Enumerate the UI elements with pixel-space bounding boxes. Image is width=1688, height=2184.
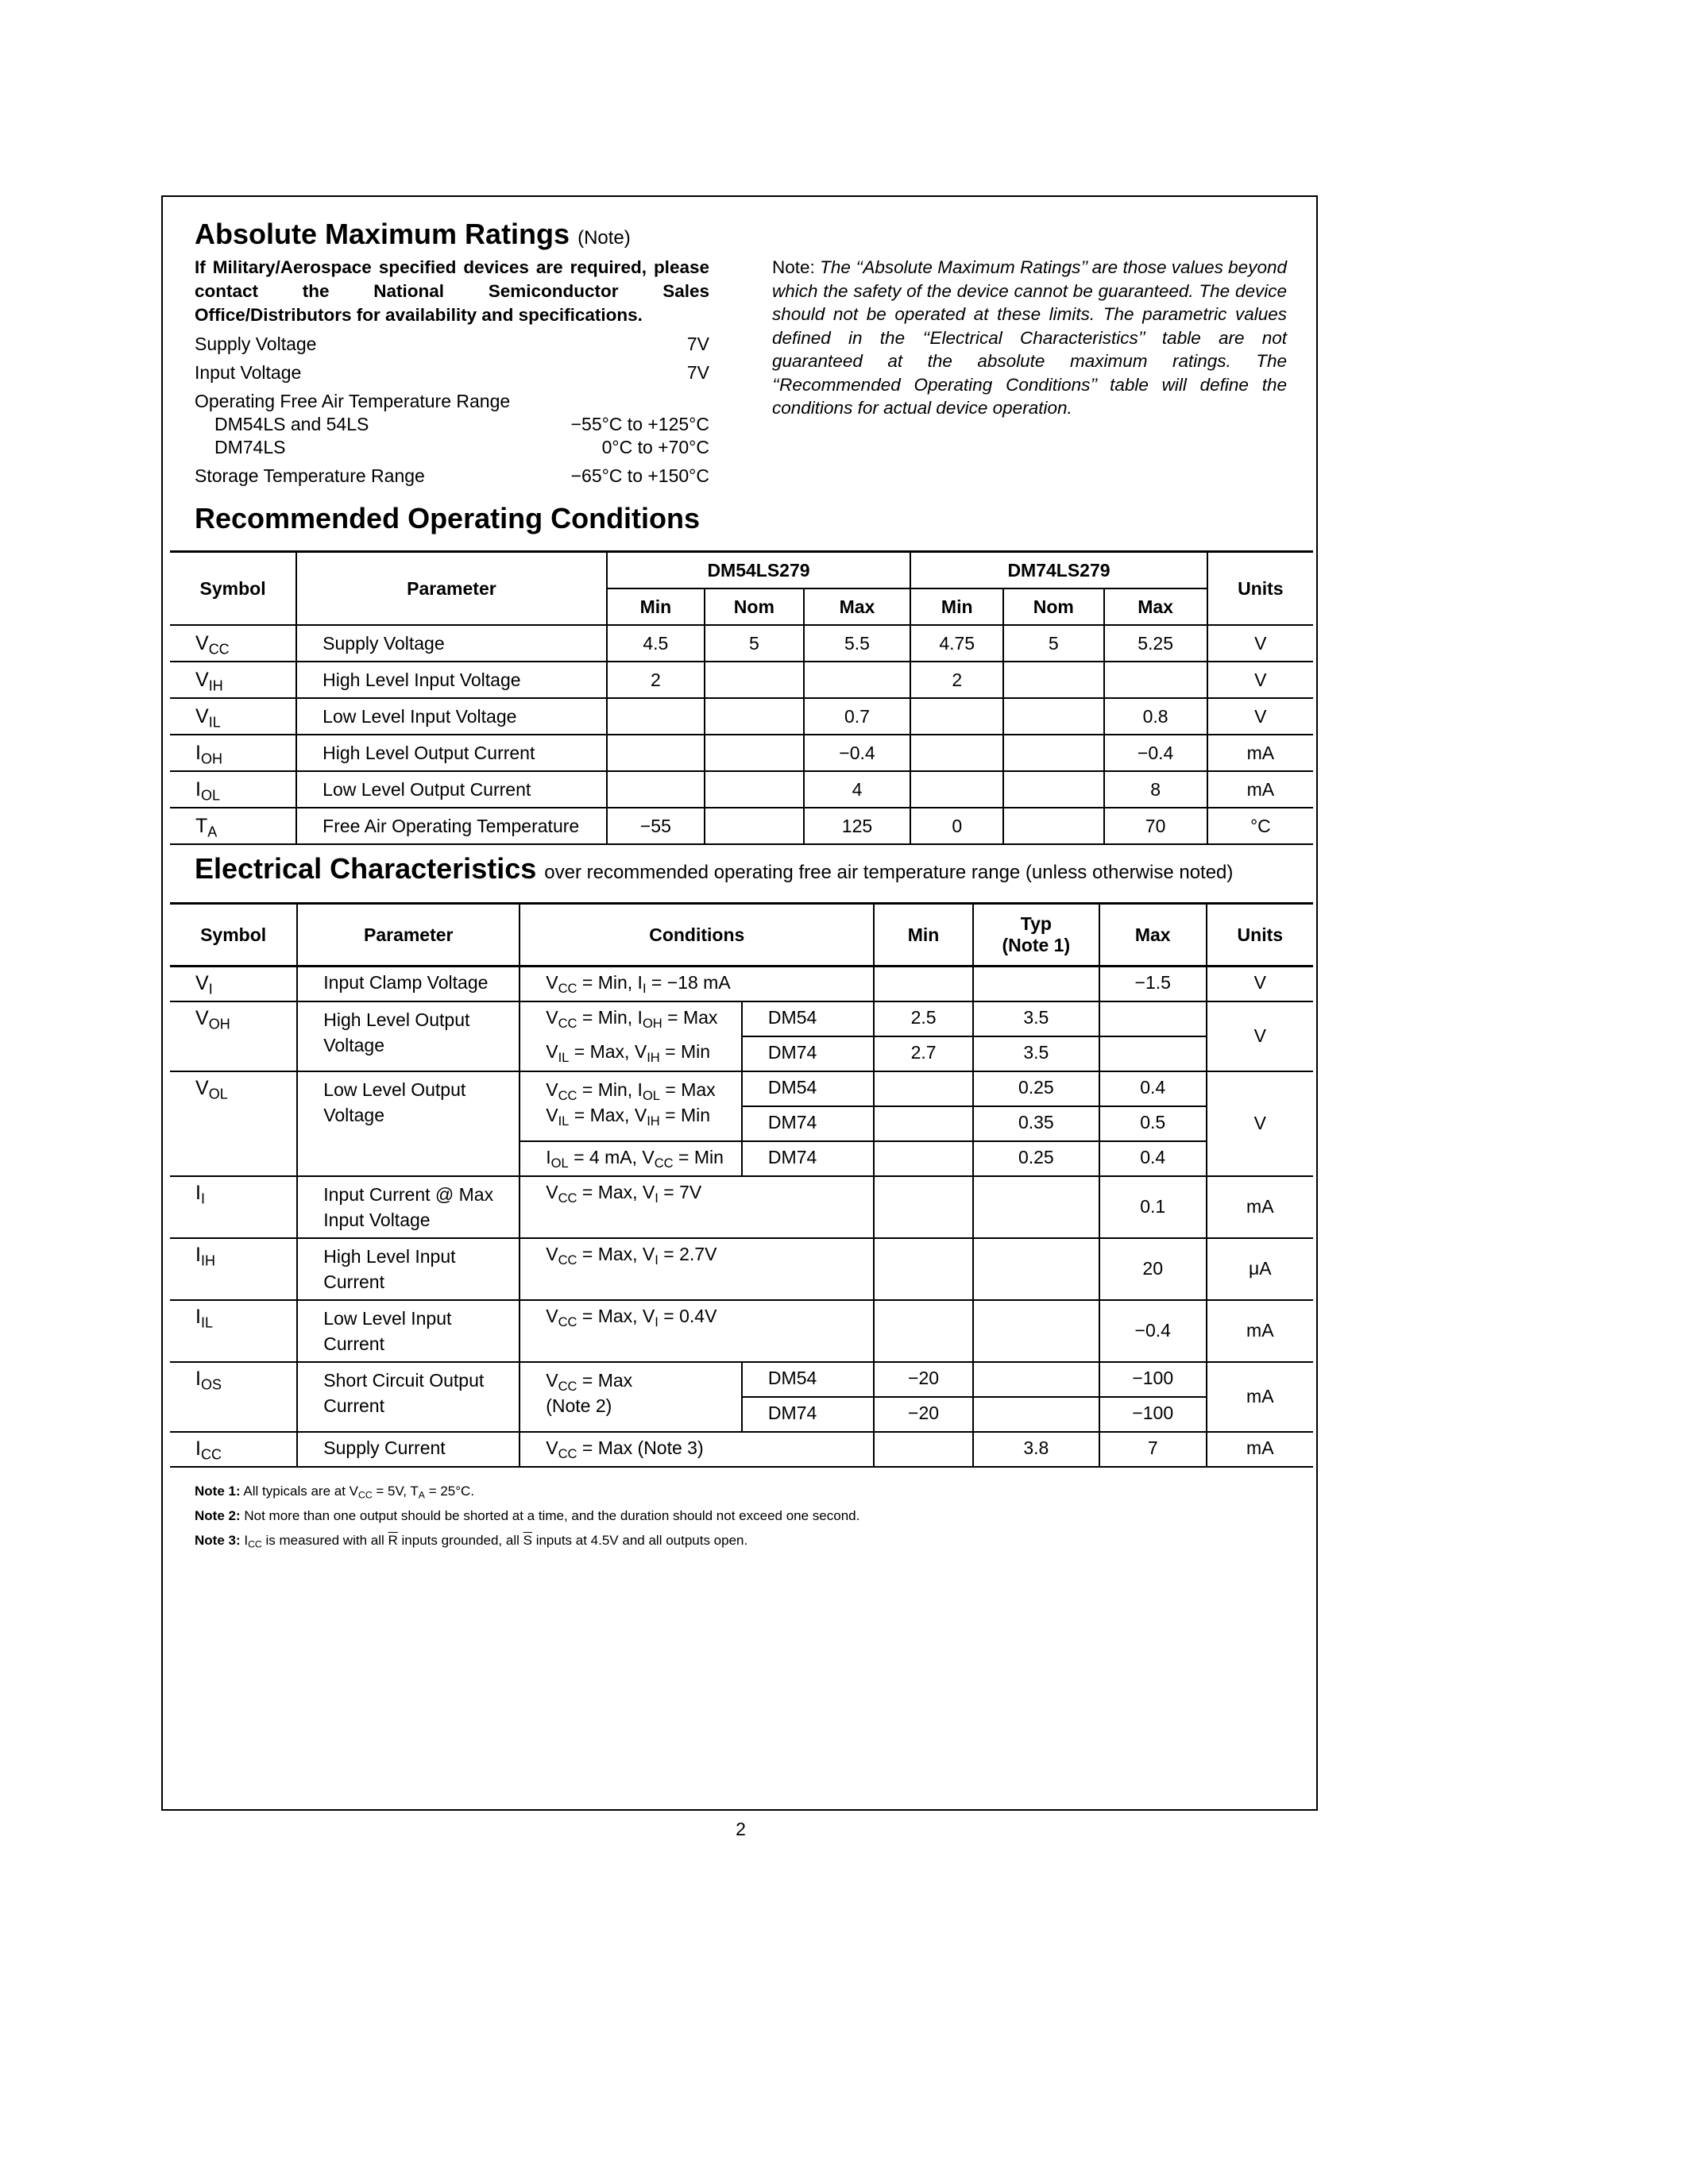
amr-dm54-value: −55°C to +125°C	[570, 414, 709, 434]
roc-units: V	[1207, 625, 1313, 662]
amr-dm54-label: DM54LS and 54LS	[214, 414, 369, 434]
ec-units: μA	[1207, 1238, 1313, 1300]
roc-parameter: Supply Voltage	[296, 625, 607, 662]
ec-device: DM74	[742, 1036, 874, 1071]
roc-header-54-nom: Nom	[705, 588, 804, 625]
amr-dm54-row	[195, 412, 709, 436]
roc-row	[170, 808, 1313, 844]
footnotes	[195, 1479, 859, 1553]
ec-max: 7	[1099, 1432, 1207, 1467]
ec-typ	[973, 1238, 1099, 1300]
roc-74-nom	[1003, 698, 1103, 735]
ec-units: V	[1207, 967, 1313, 1001]
ec-units: mA	[1207, 1432, 1313, 1467]
ec-device: DM54	[742, 1001, 874, 1036]
ec-typ	[973, 967, 1099, 1001]
ec-device: DM74	[742, 1397, 874, 1432]
roc-row	[170, 698, 1313, 735]
roc-74-max	[1104, 662, 1207, 698]
roc-parameter: Low Level Input Voltage	[296, 698, 607, 735]
roc-54-max: 4	[804, 771, 911, 808]
roc-74-nom	[1003, 771, 1103, 808]
ec-symbol: $I_{IH}$	[170, 1238, 297, 1300]
ec-max: 0.4	[1099, 1071, 1207, 1106]
roc-header-parameter: Parameter	[296, 552, 607, 626]
roc-54-max: 125	[804, 808, 911, 844]
ec-row-iih	[170, 1238, 1313, 1300]
ec-row-vi	[170, 967, 1313, 1001]
ec-min	[874, 1176, 973, 1238]
ec-symbol: $I_{CC}$	[170, 1432, 297, 1467]
ec-symbol: $V_{OH}$	[170, 1001, 297, 1071]
ec-typ	[973, 1397, 1099, 1432]
ec-typ	[973, 1362, 1099, 1397]
roc-parameter: Free Air Operating Temperature	[296, 808, 607, 844]
roc-symbol: $T_A$	[170, 808, 296, 844]
amr-title: Absolute Maximum Ratings	[195, 218, 570, 250]
ec-row-voh	[170, 1001, 1313, 1036]
ec-typ: 0.35	[973, 1106, 1099, 1141]
ec-row-iil	[170, 1300, 1313, 1362]
roc-header-74-max: Max	[1104, 588, 1207, 625]
ec-min	[874, 1238, 973, 1300]
roc-74-max: 5.25	[1104, 625, 1207, 662]
note-3: Note 3: $I_{CC}$ is measured with all $\overline{R}$ inputs grounded, all $\overline{S}$ inputs at 4.5V and all outputs open.	[195, 1533, 748, 1550]
amr-supply-value: 7V	[686, 334, 709, 354]
amr-title-note: (Note)	[577, 227, 631, 249]
ec-symbol: $I_I$	[170, 1176, 297, 1238]
roc-74-min	[910, 698, 1003, 735]
roc-54-nom: 5	[705, 625, 804, 662]
roc-74-max: 8	[1104, 771, 1207, 808]
roc-54-max	[804, 662, 911, 698]
roc-symbol: $V_{IH}$	[170, 662, 296, 698]
roc-symbol: $V_{IL}$	[170, 698, 296, 735]
ec-typ: 3.8	[973, 1432, 1099, 1467]
roc-header-74-nom: Nom	[1003, 588, 1103, 625]
roc-74-min: 0	[910, 808, 1003, 844]
roc-header-54-max: Max	[804, 588, 911, 625]
roc-header-74-min: Min	[910, 588, 1003, 625]
roc-title: Recommended Operating Conditions	[195, 502, 701, 534]
roc-54-nom	[705, 698, 804, 735]
ec-max	[1099, 1036, 1207, 1071]
ec-parameter: Supply Current	[297, 1432, 520, 1467]
amr-input-value: 7V	[686, 362, 709, 383]
ec-condition: $I_{OL} = 4$ mA, $V_{CC}$ = Min	[520, 1141, 742, 1176]
ec-condition: $V_{CC}$ = Max (Note 3)	[520, 1432, 874, 1467]
ec-symbol: $V_I$	[170, 967, 297, 1001]
ec-header-max: Max	[1099, 904, 1207, 967]
amr-heading	[195, 218, 631, 251]
roc-54-nom	[705, 735, 804, 771]
roc-row	[170, 735, 1313, 771]
roc-74-nom	[1003, 662, 1103, 698]
roc-54-nom	[705, 808, 804, 844]
ec-min	[874, 1141, 973, 1176]
roc-54-nom	[705, 771, 804, 808]
ec-typ: 0.25	[973, 1071, 1099, 1106]
roc-header-units: Units	[1207, 552, 1313, 626]
ec-typ: 0.25	[973, 1141, 1099, 1176]
amr-operating-label: Operating Free Air Temperature Range	[195, 391, 511, 411]
ec-typ: 3.5	[973, 1036, 1099, 1071]
ec-typ	[973, 1176, 1099, 1238]
ec-typ: 3.5	[973, 1001, 1099, 1036]
roc-units: V	[1207, 662, 1313, 698]
roc-parameter: High Level Input Voltage	[296, 662, 607, 698]
roc-units: mA	[1207, 735, 1313, 771]
ec-max: −1.5	[1099, 967, 1207, 1001]
ec-min	[874, 1071, 973, 1106]
ec-min	[874, 1432, 973, 1467]
page-number: 2	[736, 1819, 746, 1839]
amr-storage-row	[195, 464, 709, 488]
roc-54-min	[607, 698, 705, 735]
roc-74-min: 4.75	[910, 625, 1003, 662]
ec-heading	[195, 852, 1233, 886]
ec-title: Electrical Characteristics	[195, 852, 537, 885]
amr-input-row	[195, 361, 709, 384]
ec-condition: $V_{CC}$ = Min, $I_{OL}$ = Max $V_{IL}$ = Max, $V_{IH}$ = Min	[520, 1071, 742, 1141]
roc-units: mA	[1207, 771, 1313, 808]
ec-parameter: Low Level Input Current	[297, 1300, 520, 1362]
ec-units: mA	[1207, 1176, 1313, 1238]
amr-dm74-label: DM74LS	[214, 437, 286, 457]
ec-min	[874, 967, 973, 1001]
roc-row	[170, 625, 1313, 662]
ec-parameter: Input Clamp Voltage	[297, 967, 520, 1001]
ec-parameter: High Level Output Voltage	[297, 1001, 520, 1071]
ec-device: DM54	[742, 1362, 874, 1397]
ec-header-parameter: Parameter	[297, 904, 520, 967]
amr-operating-row	[195, 389, 709, 413]
ec-max: −0.4	[1099, 1300, 1207, 1362]
ec-subtitle: over recommended operating free air temperature range (unless otherwise noted)	[544, 862, 1234, 883]
roc-units: °C	[1207, 808, 1313, 844]
roc-74-max: −0.4	[1104, 735, 1207, 771]
ec-min: 2.7	[874, 1036, 973, 1071]
ec-symbol: $I_{OS}$	[170, 1362, 297, 1432]
ec-condition: $V_{CC}$ = Max, $V_I = 0.4V$	[520, 1300, 874, 1362]
ec-min: 2.5	[874, 1001, 973, 1036]
amr-note-label: Note:	[772, 257, 815, 277]
ec-max: 0.5	[1099, 1106, 1207, 1141]
ec-condition: $V_{CC}$ = Max, $V_I = 7V$	[520, 1176, 874, 1238]
roc-54-min: 4.5	[607, 625, 705, 662]
note-1: Note 1: All typicals are at $V_{CC} = 5V$, $T_A = 25^\circ C$.	[195, 1484, 475, 1501]
amr-storage-value: −65°C to +150°C	[570, 465, 709, 486]
roc-74-max: 70	[1104, 808, 1207, 844]
ec-max: −100	[1099, 1362, 1207, 1397]
roc-74-min	[910, 735, 1003, 771]
amr-supply-row	[195, 332, 709, 356]
roc-header-symbol: Symbol	[170, 552, 296, 626]
ec-header-conditions: Conditions	[520, 904, 874, 967]
roc-74-min	[910, 771, 1003, 808]
roc-54-min: 2	[607, 662, 705, 698]
note-2: Note 2: Not more than one output should be shorted at a time, and the duration should not exceed one second.	[195, 1508, 860, 1523]
roc-table	[170, 550, 1313, 845]
ec-device: DM74	[742, 1106, 874, 1141]
ec-parameter: High Level Input Current	[297, 1238, 520, 1300]
ec-units: mA	[1207, 1362, 1313, 1432]
roc-symbol: $I_{OH}$	[170, 735, 296, 771]
ec-condition: $V_{CC}$ = Min, $I_I = -18$ mA	[520, 967, 874, 1001]
amr-dm74-row	[195, 435, 709, 459]
ec-parameter: Low Level Output Voltage	[297, 1071, 520, 1176]
roc-74-nom	[1003, 808, 1103, 844]
ec-row-ii	[170, 1176, 1313, 1238]
roc-74-nom: 5	[1003, 625, 1103, 662]
ec-min	[874, 1106, 973, 1141]
ec-device: DM54	[742, 1071, 874, 1106]
roc-parameter: Low Level Output Current	[296, 771, 607, 808]
amr-note-text: The ‘‘Absolute Maximum Ratings’’ are those values beyond which the safety of the device cannot be guaranteed. The device should not be operated at these limits. The parametric values defined in the ‘‘Electrical Characteristics’’ table are not guaranteed at the absolute maximum ratings. The ‘‘Recommended Operating Conditions’’ table will define the conditions for actual device operation.	[772, 257, 1287, 418]
roc-row	[170, 662, 1313, 698]
ec-symbol: $V_{OL}$	[170, 1071, 297, 1176]
ec-max: 0.1	[1099, 1176, 1207, 1238]
ec-min: −20	[874, 1397, 973, 1432]
ec-min: −20	[874, 1362, 973, 1397]
ec-device: DM74	[742, 1141, 874, 1176]
ec-header-typ: Typ (Note 1)	[973, 904, 1099, 967]
ec-parameter: Input Current @ Max Input Voltage	[297, 1176, 520, 1238]
roc-54-max: 0.7	[804, 698, 911, 735]
ec-parameter: Short Circuit Output Current	[297, 1362, 520, 1432]
roc-units: V	[1207, 698, 1313, 735]
amr-note	[772, 256, 1287, 420]
amr-dm74-value: 0°C to +70°C	[601, 437, 709, 457]
roc-header-dm74: DM74LS279	[910, 552, 1207, 589]
military-notice: If Military/Aerospace specified devices are required, please contact the National Semiconductor Sales Office/Distributors for availability and specifications.	[195, 257, 709, 325]
ec-row-icc	[170, 1432, 1313, 1467]
roc-54-max: −0.4	[804, 735, 911, 771]
roc-74-max: 0.8	[1104, 698, 1207, 735]
ec-max: −100	[1099, 1397, 1207, 1432]
ec-row-vol	[170, 1071, 1313, 1106]
ec-condition: $V_{CC}$ = Min, $I_{OH}$ = Max	[520, 1001, 742, 1036]
ec-table	[170, 902, 1313, 1468]
roc-header-54-min: Min	[607, 588, 705, 625]
ec-max	[1099, 1001, 1207, 1036]
roc-54-min	[607, 735, 705, 771]
ec-header-symbol: Symbol	[170, 904, 297, 967]
ec-symbol: $I_{IL}$	[170, 1300, 297, 1362]
roc-74-min: 2	[910, 662, 1003, 698]
ec-header-units: Units	[1207, 904, 1313, 967]
ec-condition: $V_{CC}$ = Max, $V_I = 2.7V$	[520, 1238, 874, 1300]
ec-typ	[973, 1300, 1099, 1362]
roc-parameter: High Level Output Current	[296, 735, 607, 771]
roc-74-nom	[1003, 735, 1103, 771]
roc-54-min: −55	[607, 808, 705, 844]
roc-54-min	[607, 771, 705, 808]
ec-condition: $V_{CC}$ = Max (Note 2)	[520, 1362, 742, 1432]
ec-units: V	[1207, 1071, 1313, 1176]
amr-input-label: Input Voltage	[195, 362, 302, 383]
ec-units: mA	[1207, 1300, 1313, 1362]
ec-max: 0.4	[1099, 1141, 1207, 1176]
roc-54-max: 5.5	[804, 625, 911, 662]
ec-header-min: Min	[874, 904, 973, 967]
roc-symbol: $I_{OL}$	[170, 771, 296, 808]
ec-max: 20	[1099, 1238, 1207, 1300]
ec-units: V	[1207, 1001, 1313, 1071]
roc-row	[170, 771, 1313, 808]
roc-54-nom	[705, 662, 804, 698]
amr-storage-label: Storage Temperature Range	[195, 465, 425, 486]
ec-condition: $V_{IL}$ = Max, $V_{IH}$ = Min	[520, 1036, 742, 1071]
ec-min	[874, 1300, 973, 1362]
roc-header-dm54: DM54LS279	[607, 552, 911, 589]
ec-row-ios	[170, 1362, 1313, 1397]
amr-supply-label: Supply Voltage	[195, 334, 317, 354]
roc-symbol: $V_{CC}$	[170, 625, 296, 662]
